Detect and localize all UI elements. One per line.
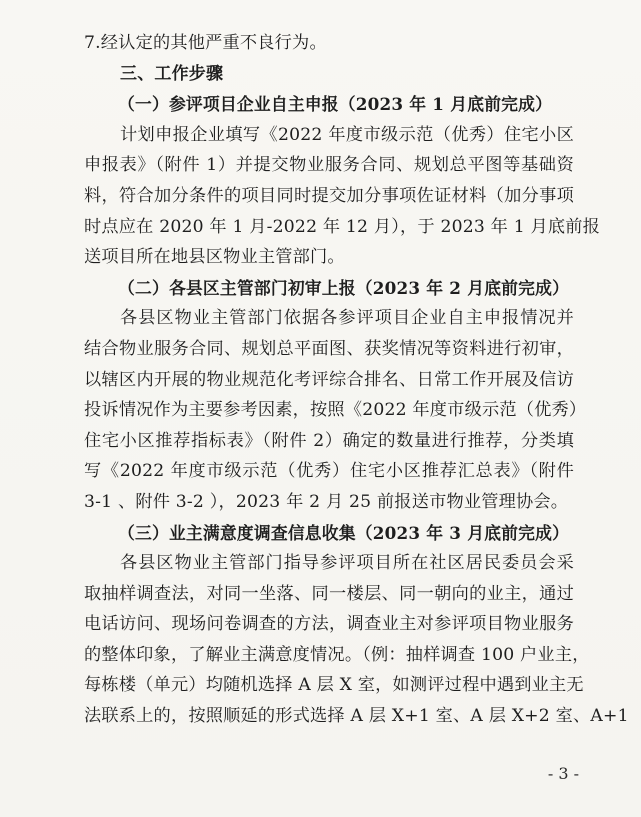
subsection-heading-satisfaction-survey: （三）业主满意度调查信息收集（2023 年 3 月底前完成） [118,522,570,543]
section-heading-work-steps: 三、工作步骤 [120,63,224,84]
paragraph-line: 3-1 、附件 3-2 ），2023 年 2 月 25 前报送市物业管理协会。 [84,491,569,512]
paragraph-line: 投诉情况作为主要参考因素，按照《2022 年度市级示范（优秀） [84,400,587,421]
paragraph-line: 以辖区内开展的物业规范化考评综合排名、日常工作开展及信访 [84,369,574,390]
list-item-7: 7.经认定的其他严重不良行为。 [84,33,327,53]
paragraph-line: 申报表》（附件 1）并提交物业服务合同、规划总平图等基础资 [84,155,574,176]
paragraph-line: 住宅小区推荐指标表》（附件 2）确定的数量进行推荐，分类填 [84,430,574,451]
paragraph-line: 各县区物业主管部门依据各参评项目企业自主申报情况并 [120,308,574,329]
paragraph-line: 每栋楼（单元）均随机选择 A 层 X 室，如测评过程中遇到业主无 [84,675,584,696]
page-number: - 3 - [547,764,579,783]
paragraph-line: 的整体印象，了解业主满意度情况。（例：抽样调查 100 户业主， [84,644,590,665]
paragraph-line: 计划申报企业填写《2022 年度市级示范（优秀）住宅小区 [120,124,574,145]
subsection-heading-self-declaration: （一）参评项目企业自主申报（2023 年 1 月底前完成） [118,94,553,115]
paragraph-line: 送项目所在地县区物业主管部门。 [84,247,345,268]
paragraph-line: 法联系上的，按照顺延的形式选择 A 层 X+1 室、A 层 X+2 室、A+1 [84,706,629,727]
paragraph-line: 电话访问、现场问卷调查的方法，调查业主对参评项目物业服务 [84,614,574,635]
paragraph-line: 写《2022 年度市级示范（优秀）住宅小区推荐汇总表》（附件 [84,461,574,482]
paragraph-line: 取抽样调查法，对同一坐落、同一楼层、同一朝向的业主，通过 [84,583,574,604]
subsection-heading-county-review: （二）各县区主管部门初审上报（2023 年 2 月底前完成） [118,277,570,298]
paragraph-line: 结合物业服务合同、规划总平面图、获奖情况等资料进行初审， [84,338,574,359]
document-body [84,28,629,732]
paragraph-line: 时点应在 2020 年 1 月-2022 年 12 月），于 2023 年 1 月底前报 [84,216,601,237]
paragraph-line: 料，符合加分条件的项目同时提交加分事项佐证材料（加分事项 [84,185,574,206]
paragraph-line: 各县区物业主管部门指导参评项目所在社区居民委员会采 [120,553,574,574]
